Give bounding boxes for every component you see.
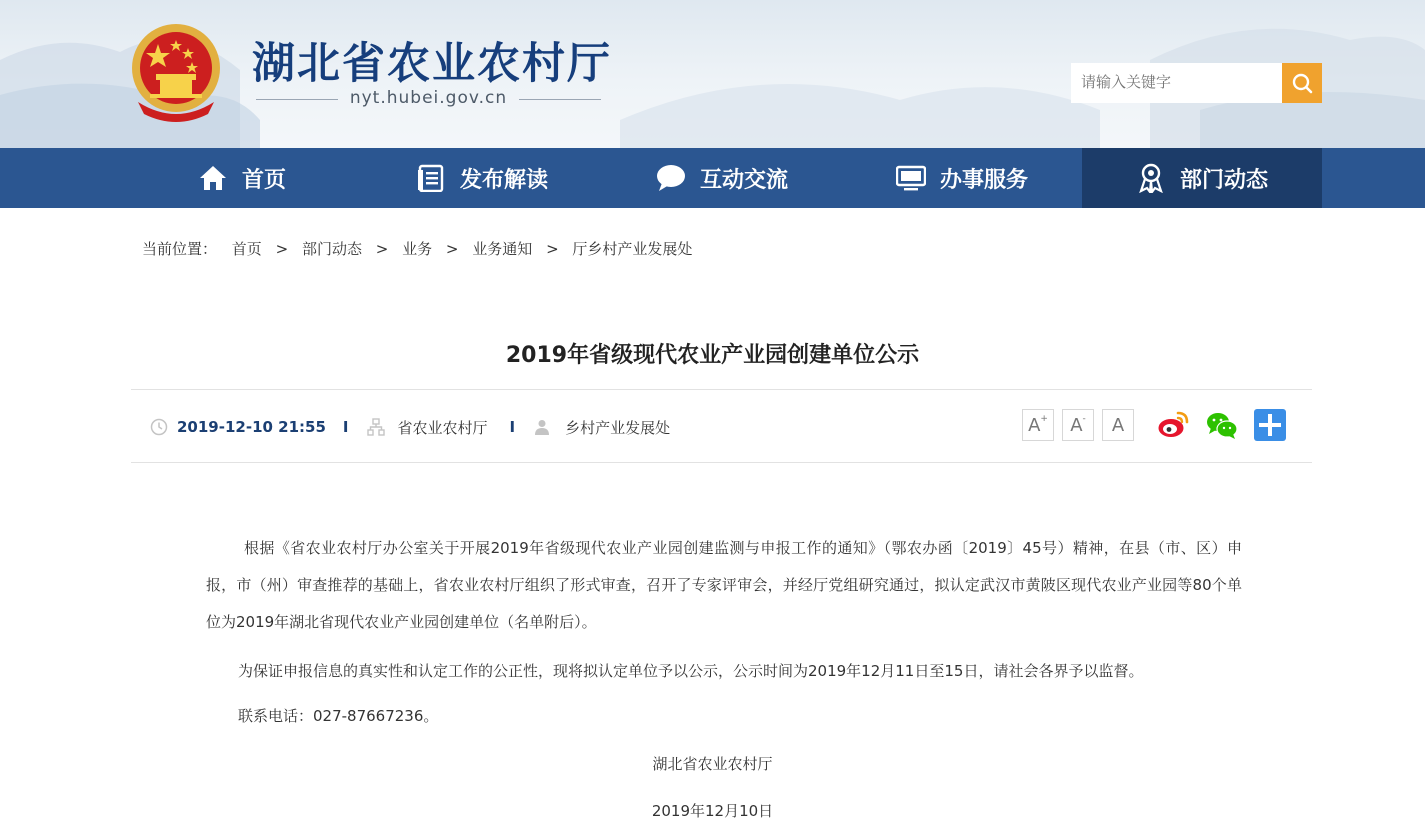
article-signature: 湖北省农业农村厅 [652, 755, 773, 773]
title-divider [131, 389, 1312, 390]
site-domain-row [256, 88, 601, 110]
breadcrumb-separator: > [546, 240, 559, 258]
breadcrumb-business-notice[interactable]: 业务通知 [472, 240, 533, 258]
site-header [0, 0, 1425, 148]
nav-item-interact[interactable] [602, 148, 842, 208]
home-icon [198, 163, 228, 193]
font-size-decrease-button[interactable]: A - [1062, 409, 1094, 441]
national-emblem [128, 22, 224, 126]
nav-item-publish[interactable] [362, 148, 602, 208]
monitor-icon [896, 163, 926, 193]
document-list-icon [416, 163, 446, 193]
weibo-icon[interactable] [1157, 409, 1189, 441]
meta-divider: I [342, 418, 349, 436]
nav-label: 办事服务 [939, 167, 1028, 193]
breadcrumb-dept-news[interactable]: 部门动态 [301, 240, 362, 258]
font-size-increase-button[interactable]: A + [1022, 409, 1054, 441]
article-title: 2019年省级现代农业产业园创建单位公示 [505, 343, 920, 368]
article-meta [150, 416, 670, 438]
nav-label: 首页 [241, 167, 286, 193]
article-paragraph: 为保证申报信息的真实性和认定工作的公正性，现将拟认定单位予以公示，公示时间为2019年12月11日至15日，请社会各界予以监督。 [238, 662, 1144, 680]
breadcrumb-home[interactable]: 首页 [231, 240, 262, 258]
nav-item-services[interactable] [842, 148, 1082, 208]
clock-icon [150, 418, 168, 436]
font-size-reset-button[interactable]: A [1102, 409, 1134, 441]
nav-label: 部门动态 [1179, 167, 1268, 193]
breadcrumb-separator: > [375, 240, 389, 258]
main-nav [0, 148, 1425, 208]
plus-share-icon[interactable] [1254, 409, 1286, 441]
article-paragraph: 联系电话：027-87667236。 [238, 707, 439, 725]
breadcrumb-separator: > [445, 240, 459, 258]
nav-label: 发布解读 [459, 167, 548, 193]
search-input[interactable] [1071, 63, 1282, 103]
nav-item-dept-news[interactable] [1082, 148, 1322, 208]
search-icon [1291, 72, 1313, 94]
meta-divider-line [131, 462, 1312, 463]
nav-item-home[interactable] [122, 148, 362, 208]
search-button[interactable] [1282, 63, 1322, 103]
breadcrumb-business[interactable]: 业务 [402, 240, 433, 258]
meta-divider: I [509, 418, 516, 436]
award-person-icon [1136, 163, 1166, 193]
site-domain: nyt.hubei.gov.cn [349, 88, 508, 108]
breadcrumb-label: 当前位置： [142, 240, 218, 258]
wechat-icon[interactable] [1206, 409, 1238, 441]
chat-bubble-icon [656, 163, 686, 193]
site-title: 湖北省农业农村厅 [252, 39, 612, 89]
article-sign-date: 2019年12月10日 [651, 802, 774, 820]
nav-label: 互动交流 [699, 167, 788, 193]
domain-rule-right [519, 99, 601, 100]
breadcrumb-separator: > [275, 240, 289, 258]
publisher: 省农业农村厅 [397, 418, 488, 437]
user-icon [533, 418, 551, 436]
publish-date: 2019-12-10 21:55 [177, 418, 326, 436]
article-paragraph: 根据《省农业农村厅办公室关于开展2019年省级现代农业产业园创建监测与申报工作的通知》（鄂农办函〔2019〕45号）精神，在县（市、区）申报，市（州）审查推荐的基础上，省农业农村厅组织了形式审查，召开了专家评审会，并经厅党组研究通过，拟认定武汉市黄陂区现代农业产业园等80个单位为2019年湖北省现代农业产业园创建单位（名单附后）。 [206, 539, 1242, 631]
breadcrumb-department[interactable]: 厅乡村产业发展处 [572, 240, 693, 258]
organization-icon [367, 418, 385, 436]
department: 乡村产业发展处 [565, 418, 671, 437]
breadcrumb [142, 238, 692, 259]
